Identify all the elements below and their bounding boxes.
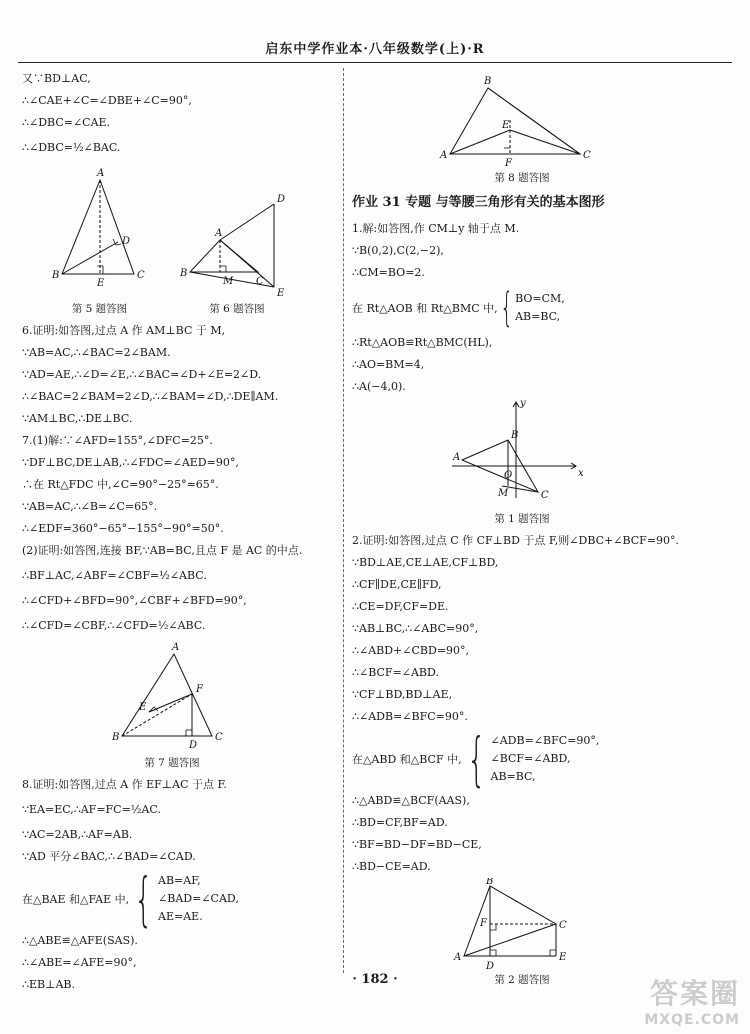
text-line: ∵AM⊥BC,∴DE⊥BC. [22, 412, 133, 425]
text-line: 7.(1)解:∵∠AFD=155°,∠DFC=25°. [22, 434, 213, 447]
text-line: ∴∠CFD+∠BFD=90°,∠CBF+∠BFD=90°, [22, 594, 247, 607]
brace-lines [515, 290, 565, 326]
text-line: ∵AD 平分∠BAC,∴∠BAD=∠CAD. [22, 850, 196, 863]
brace-line: AE=AE. [158, 910, 203, 923]
svg-text:F: F [196, 684, 203, 695]
text-line: ∵AB⊥BC,∴∠ABC=90°, [352, 622, 479, 635]
brace-line: ∠ADB=∠BFC=90°, [490, 734, 600, 747]
left-column [22, 68, 342, 996]
svg-text:B: B [180, 268, 188, 279]
text-line: ∵AB=AC,∴∠BAC=2∠BAM. [22, 346, 171, 359]
figure-2-diagram [352, 878, 732, 970]
text-line: ∴EB⊥AB. [22, 978, 75, 991]
brace-icon: { [466, 725, 486, 793]
figure-7-diagram [22, 640, 342, 752]
brace-prefix: 在△ABD 和△BCF 中, [352, 753, 462, 766]
task-title: 作业 31 专题 与等腰三角形有关的基本图形 [352, 195, 605, 210]
figure-8 [352, 68, 732, 168]
figures-5-6 [22, 162, 342, 298]
brace-lines [158, 872, 239, 926]
fig7-caption: 第 7 题答图 [144, 757, 200, 769]
svg-text:B: B [511, 430, 519, 441]
text-line: ∴∠CFD=∠CBF,∴∠CFD=½∠ABC. [22, 619, 206, 632]
fig2-caption: 第 2 题答图 [494, 974, 550, 986]
text-line: ∴AO=BM=4, [352, 358, 425, 371]
figure-1-diagram [352, 398, 732, 508]
svg-text:B: B [484, 76, 492, 87]
right-column [352, 68, 732, 990]
text-line: ∴CM=BO=2. [352, 266, 425, 279]
text-line: ∵B(0,2),C(2,−2), [352, 244, 444, 257]
svg-text:F: F [505, 158, 512, 168]
watermark-line1: 答案圈 [649, 977, 740, 1010]
figure-8-diagram [352, 68, 732, 168]
text-line: ∴在 Rt△FDC 中,∠C=90°−25°=65°. [22, 478, 219, 491]
page-number: · 182 · [352, 972, 398, 987]
text-line: ∴CF∥DE,CE∥FD, [352, 578, 442, 591]
svg-text:F: F [480, 918, 487, 929]
text-line: ∴∠EDF=360°−65°−155°−90°=50°. [22, 522, 224, 535]
svg-text:B: B [486, 878, 494, 887]
text-line: ∴BF⊥AC,∠ABF=∠CBF=½∠ABC. [22, 569, 207, 582]
svg-text:C: C [215, 732, 223, 743]
text-line: ∴A(−4,0). [352, 380, 406, 393]
svg-text:A: A [97, 168, 105, 179]
brace-line: AB=BC, [515, 310, 561, 323]
text-line: ∵DF⊥BC,DE⊥AB,∴∠FDC=∠AED=90°, [22, 456, 239, 469]
svg-text:x: x [578, 468, 584, 479]
svg-text:A: A [454, 952, 462, 963]
svg-text:C: C [256, 276, 264, 287]
figure-5-6-captions [22, 298, 342, 320]
svg-text:B: B [52, 270, 60, 281]
text-line: ∵BF=BD−DF=BD−CE, [352, 838, 482, 851]
fig6-caption: 第 6 题答图 [209, 303, 265, 315]
column-divider [343, 68, 344, 973]
text-line: ∴△ABE≌△AFE(SAS). [22, 934, 138, 947]
q1-brace-block [352, 284, 732, 332]
svg-text:D: D [122, 236, 131, 247]
svg-text:O: O [504, 470, 513, 481]
svg-text:D: D [277, 194, 286, 205]
text-line: ∵CF⊥BD,BD⊥AE, [352, 688, 453, 701]
text-line: ∴∠ABD+∠CBD=90°, [352, 644, 470, 657]
svg-text:B: B [112, 732, 120, 743]
fig1-caption: 第 1 题答图 [494, 513, 550, 525]
text-line: (2)证明:如答图,连接 BF,∵AB=BC,且点 F 是 AC 的中点. [22, 544, 303, 557]
text-line: ∴∠BAC=2∠BAM=2∠D,∴∠BAM=∠D,∴DE∥AM. [22, 390, 279, 403]
svg-text:E: E [139, 702, 147, 713]
text-line: 1.解:如答图,作 CM⊥y 轴于点 M. [352, 222, 520, 235]
svg-text:M: M [498, 488, 509, 499]
text-line: ∵EA=EC,∴AF=FC=½AC. [22, 803, 161, 816]
header-rule [18, 62, 732, 63]
figure-2 [352, 878, 732, 970]
text-line: 6.证明:如答图,过点 A 作 AM⊥BC 于 M, [22, 324, 226, 337]
svg-text:C: C [559, 920, 567, 931]
text-line: ∴△ABD≌△BCF(AAS), [352, 794, 470, 807]
watermark-line2: MXQE.COM [644, 1012, 740, 1028]
svg-text:E: E [277, 288, 285, 298]
q2-brace-block [352, 725, 732, 793]
text-line: ∵AC=2AB,∴AF=AB. [22, 828, 133, 841]
brace-line: ∠BCF=∠ABD, [490, 752, 571, 765]
svg-text:A: A [453, 452, 461, 463]
svg-text:E: E [97, 278, 105, 289]
text-line: ∴∠ADB=∠BFC=90°. [352, 710, 468, 723]
text-line: ∵AB=AC,∴∠B=∠C=65°. [22, 500, 158, 513]
svg-text:C: C [583, 150, 591, 161]
text-line: ∴∠CAE+∠C=∠DBE+∠C=90°, [22, 94, 192, 107]
svg-text:y: y [520, 398, 526, 409]
text-line: ∵AD=AE,∴∠D=∠E,∴∠BAC=∠D+∠E=2∠D. [22, 368, 262, 381]
brace-icon: { [499, 285, 513, 331]
text-line: ∴∠DBC=∠CAE. [22, 116, 111, 129]
brace-lines [491, 732, 600, 786]
svg-text:M: M [223, 276, 234, 287]
brace-line: BO=CM, [515, 292, 565, 305]
figure-1 [352, 398, 732, 508]
brace-line: AB=BC, [490, 770, 536, 783]
figure-5-6-diagram [22, 162, 342, 298]
svg-text:E: E [502, 120, 510, 131]
text-line: ∵BD⊥AE,CE⊥AE,CF⊥BD, [352, 556, 499, 569]
watermark [644, 972, 740, 1028]
text-line: ∴Rt△AOB≌Rt△BMC(HL), [352, 336, 493, 349]
svg-text:C: C [137, 270, 145, 281]
text-line: ∴∠BCF=∠ABD. [352, 666, 439, 679]
brace-prefix: 在△BAE 和△FAE 中, [22, 893, 130, 906]
text-line: ∴BD−CE=AD. [352, 860, 431, 873]
figure-7 [22, 640, 342, 752]
svg-text:D: D [189, 740, 198, 751]
text-line: 8.证明:如答图,过点 A 作 EF⊥AC 于点 F. [22, 778, 227, 791]
page-header: 启东中学作业本·八年级数学(上)·R [265, 42, 485, 57]
brace-line: AB=AF, [158, 874, 201, 887]
svg-text:A: A [215, 228, 223, 239]
text-line: ∴BD=CF,BF=AD. [352, 816, 448, 829]
svg-text:A: A [172, 642, 180, 653]
brace-icon: { [134, 865, 153, 933]
text-line: 又∵BD⊥AC, [22, 72, 91, 85]
q8-brace-block [22, 865, 342, 933]
svg-text:C: C [541, 490, 549, 501]
svg-text:E: E [559, 952, 567, 963]
brace-prefix: 在 Rt△AOB 和 Rt△BMC 中, [352, 302, 498, 315]
text-line: 2.证明:如答图,过点 C 作 CF⊥BD 于点 F,则∠DBC+∠BCF=90°. [352, 534, 680, 547]
svg-text:D: D [486, 961, 495, 970]
text-line: ∴∠DBC=½∠BAC. [22, 141, 121, 154]
text-line: ∴CE=DF,CF=DE. [352, 600, 449, 613]
fig5-caption: 第 5 题答图 [71, 303, 128, 315]
svg-text:A: A [440, 150, 448, 161]
text-line: ∴∠ABE=∠AFE=90°, [22, 956, 137, 969]
brace-line: ∠BAD=∠CAD, [158, 892, 239, 905]
fig8-caption: 第 8 题答图 [494, 172, 550, 184]
